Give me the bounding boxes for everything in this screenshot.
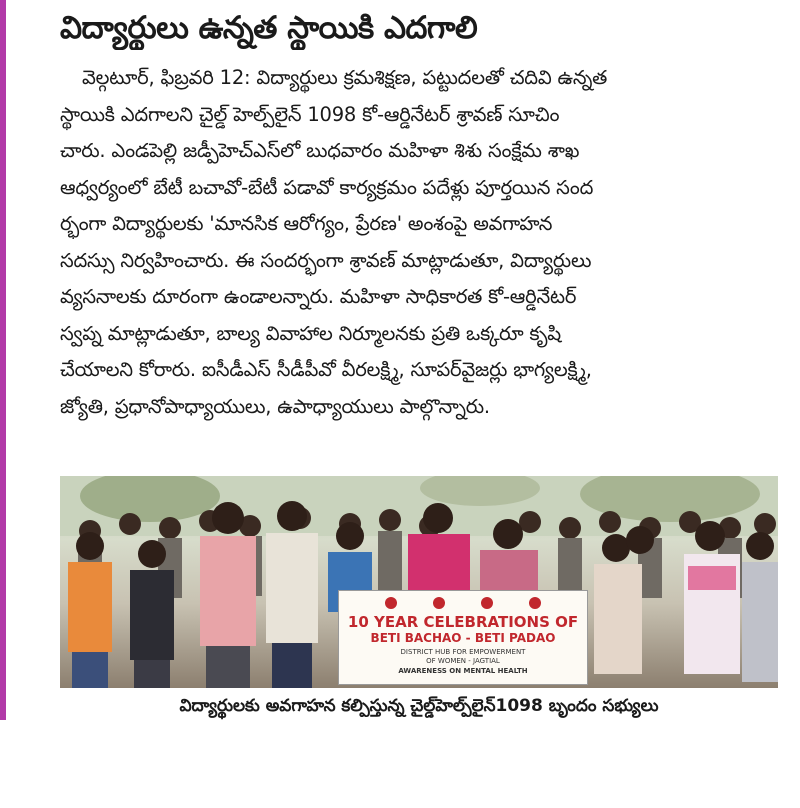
article-line: చేయాలని కోరారు. ఐసీడీఎస్ సీడీపీవో వీరలక్ష్మి, సూపర్‌వైజర్లు భాగ్యలక్ష్మి, [60,358,592,381]
article-body [60,60,778,425]
left-accent-rule [0,0,6,720]
logo-icon [529,597,541,609]
banner-topic: AWARENESS ON MENTAL HEALTH [398,667,528,675]
article-line: స్థాయికి ఎదగాలని చైల్డ్ హెల్ప్‌లైన్ 1098 కో-ఆర్డినేటర్ శ్రావణ్ సూచిం [60,102,560,126]
banner-logos [339,594,587,608]
article-line: స్వప్న మాట్లాడుతూ, బాల్య వివాహాల నిర్మూలనకు ప్రతి ఒక్కరూ కృషి [60,321,561,345]
article-line: సదస్సు నిర్వహించారు. ఈ సందర్భంగా శ్రావణ్ మాట్లాడుతూ, విద్యార్థులు [60,248,592,272]
article-line: వెల్గటూర్, ఫిబ్రవరి 12: విద్యార్థులు క్రమశిక్షణ, పట్టుదలతో చదివి ఉన్నత [82,66,608,89]
article-headline: విద్యార్థులు ఉన్నత స్థాయికి ఎదగాలి [60,10,478,46]
news-photo [60,476,778,688]
banner-title: 10 YEAR CELEBRATIONS OF [347,613,579,631]
photo-caption: విద్యార్థులకు అవగాహన కల్పిస్తున్న చైల్డ్‌హెల్ప్‌లైన్1098 బృందం సభ్యులు [179,696,659,716]
logo-icon [433,597,445,609]
banner-subtitle: BETI BACHAO - BETI PADAO [370,631,556,645]
celebration-banner [338,590,588,685]
logo-icon [385,597,397,609]
article-line: ర్భంగా విద్యార్థులకు 'మానసిక ఆరోగ్యం, ప్రేరణ' అంశంపై అవగాహన [60,212,553,235]
banner-org-line-2: OF WOMEN - JAGTIAL [426,657,500,665]
article-line: జ్యోతి, ప్రధానోపాధ్యాయులు, ఉపాధ్యాయులు పాల్గొన్నారు. [60,394,490,418]
article-line: ఆధ్వర్యంలో బేటీ బచావో-బేటీ పడావో కార్యక్రమం పదేళ్లు పూర్తయిన సంద [60,175,594,199]
banner-org-line: DISTRICT HUB FOR EMPOWERMENT [400,648,526,656]
article-line: చారు. ఎండపెల్లి జడ్పీహెచ్ఎస్‌లో బుధవారం మహిళా శిశు సంక్షేమ శాఖ [60,139,580,162]
article-line: వ్యసనాలకు దూరంగా ఉండాలన్నారు. మహిళా సాధికారత కో-ఆర్డినేటర్ [60,285,577,308]
logo-icon [481,597,493,609]
